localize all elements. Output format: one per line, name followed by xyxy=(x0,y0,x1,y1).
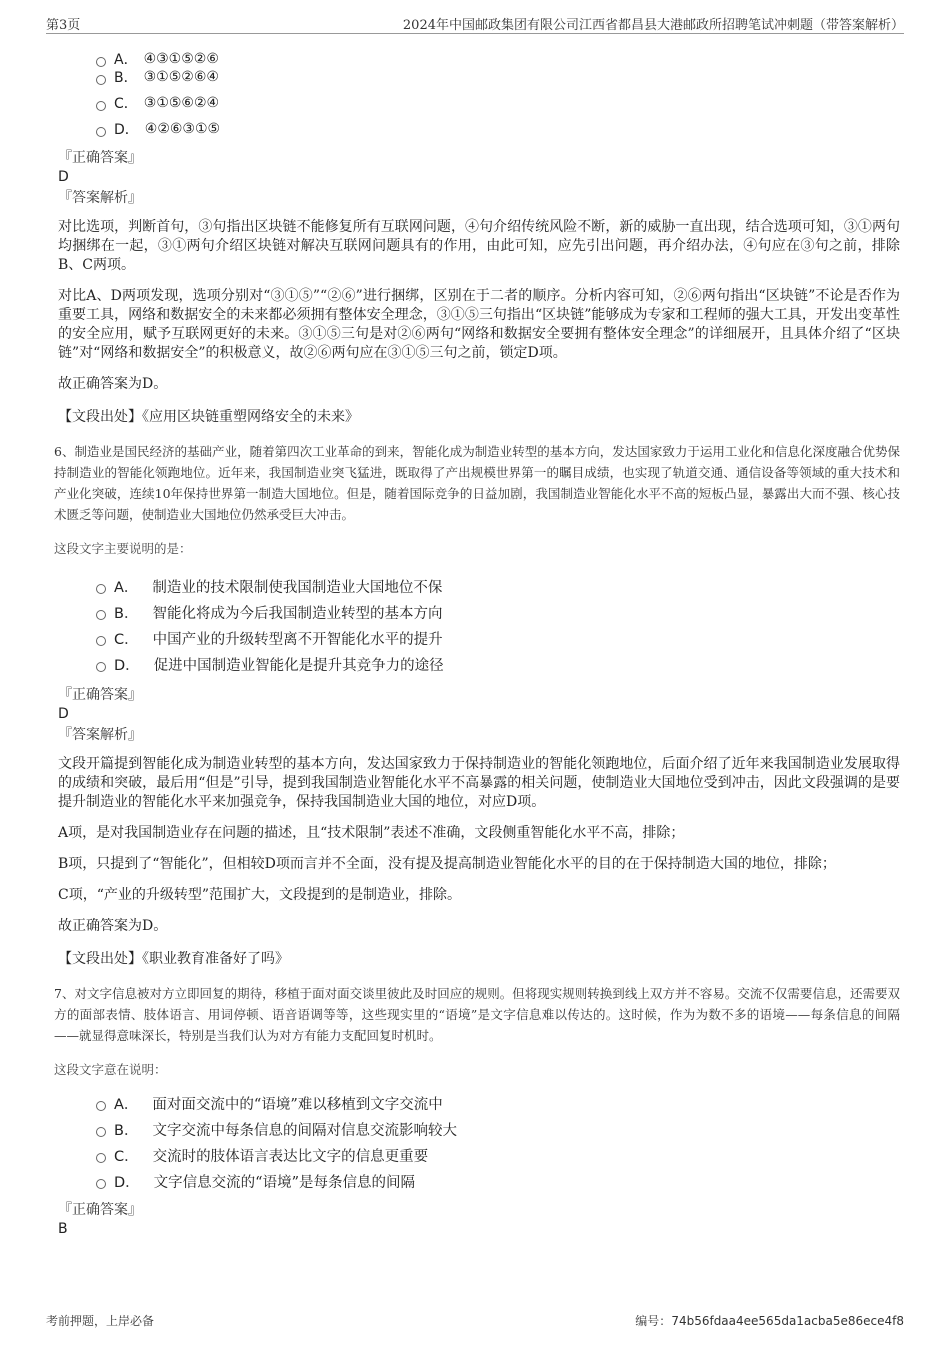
document-title: 2024年中国邮政集团有限公司江西省都昌县大港邮政所招聘笔试冲刺题（带答案解析） xyxy=(402,18,904,33)
page-number: 第3页 xyxy=(46,18,81,33)
q6-passage: 6、制造业是国民经济的基础产业，随着第四次工业革命的到来，智能化成为制造业转型的基本方向，发达国家致力于运用工业化和信息化深度融合优势保持制造业的智能化领跑地位。近年来，我国制造业突飞猛进，既取得了产出规模世界第一的瞩目成绩，也实现了轨道交通、通信设备等领域的重大技术和产业化突破，连续10年保持世界第一制造大国地位。但是，随着国际竞争的日益加剧，我国制造业智能化水平不高的短板凸显，暴露出大而不强、核心技术匮乏等问题，使制造业大国地位仍然承受巨大冲击。 xyxy=(54,444,900,522)
radio-icon[interactable] xyxy=(96,636,106,646)
q5-analysis-paragraph: 对比选项，判断首句，③句指出区块链不能修复所有互联网问题，④句介绍传统风险不断，新的威胁一直出现，结合选项可知，③①两句均捆绑在一起，③①两句介绍区块链对解决互联网问题具有的作用，由此可知，应先引出问题，再介绍办法，④句应在③句之前，排除B、C两项。 xyxy=(58,219,900,273)
q5-option-d[interactable]: D． ④②⑥③①⑤ xyxy=(96,118,900,140)
q7-option-b[interactable]: B． 文字交流中每条信息的间隔对信息交流影响较大 xyxy=(96,1116,900,1142)
q6-option-c[interactable]: C． 中国产业的升级转型离不开智能化水平的提升 xyxy=(96,625,900,651)
q5-option-c[interactable]: C． ③①⑤⑥②④ xyxy=(96,92,900,114)
q6-analysis-paragraph: C项，“产业的升级转型”范围扩大，文段提到的是制造业，排除。 xyxy=(58,887,462,903)
q6-options xyxy=(58,573,900,677)
radio-icon[interactable] xyxy=(96,584,106,594)
q7-answer: B xyxy=(58,1221,68,1237)
q5-options xyxy=(58,48,900,140)
radio-icon[interactable] xyxy=(96,1127,106,1137)
footer-code-label: 编号： xyxy=(635,1314,672,1328)
radio-icon[interactable] xyxy=(96,127,106,137)
radio-icon[interactable] xyxy=(96,1179,106,1189)
q6-answer-label: 『正确答案』 xyxy=(58,687,142,703)
radio-icon[interactable] xyxy=(96,610,106,620)
q6-prompt: 这段文字主要说明的是： xyxy=(54,541,192,556)
q6-option-d[interactable]: D． 促进中国制造业智能化是提升其竞争力的途径 xyxy=(96,651,900,677)
q7-options xyxy=(58,1090,900,1194)
q5-answer: D xyxy=(58,169,69,185)
q5-option-b[interactable]: B． ③①⑤②⑥④ xyxy=(96,66,900,88)
q5-option-a[interactable]: A． ④③①⑤②⑥ xyxy=(96,48,900,70)
q7-option-d[interactable]: D． 文字信息交流的“语境”是每条信息的间隔 xyxy=(96,1168,900,1194)
q7-option-c[interactable]: C． 交流时的肢体语言表达比文字的信息更重要 xyxy=(96,1142,900,1168)
q5-analysis-paragraph: 故正确答案为D。 xyxy=(58,376,168,392)
q7-answer-label: 『正确答案』 xyxy=(58,1202,142,1218)
q6-analysis-paragraph: A项，是对我国制造业存在问题的描述，且“技术限制”表述不准确，文段侧重智能化水平不高，排除； xyxy=(58,825,685,841)
page-content xyxy=(54,44,900,1238)
radio-icon[interactable] xyxy=(96,101,106,111)
q5-analysis-paragraph: 对比A、D两项发现，选项分别对“③①⑤”“②⑥”进行捆绑，区别在于二者的顺序。分析内容可知，②⑥两句指出“区块链”不论是否作为重要工具，网络和数据安全的未来都必须拥有整体安全理念，③①⑤三句指出“区块链”能够成为专家和工程师的强大工具，开发出变革性的安全应用，赋予互联网更好的未来。③①⑤三句是对②⑥两句“网络和数据安全要拥有整体安全理念”的详细展开，且具体介绍了“区块链”对“网络和数据安全”的积极意义，故②⑥两句应在③①⑤三句之前，锁定D项。 xyxy=(58,288,900,361)
radio-icon[interactable] xyxy=(96,75,106,85)
q6-option-a[interactable]: A． 制造业的技术限制使我国制造业大国地位不保 xyxy=(96,573,900,599)
q6-answer: D xyxy=(58,706,69,722)
footer-slogan: 考前押题，上岸必备 xyxy=(46,1314,155,1328)
q6-analysis-paragraph: 文段开篇提到智能化成为制造业转型的基本方向，发达国家致力于保持制造业的智能化领跑地位，后面介绍了近年来我国制造业发展取得的成绩和突破，最后用“但是”引导，提到我国制造业智能化水平不高暴露的相关问题，使制造业大国地位受到冲击，因此文段强调的是要提升制造业的智能化水平来加强竞争，保持我国制造业大国的地位，对应D项。 xyxy=(58,756,900,810)
footer-code xyxy=(635,1312,904,1329)
q7-passage: 7、对文字信息被对方立即回复的期待，移植于面对面交谈里彼此及时回应的规则。但将现实规则转换到线上双方并不容易。交流不仅需要信息，还需要双方的面部表情、肢体语言、用词停顿、语音语调等等，这些现实里的“语境”是文字信息难以传达的。这时候，作为为数不多的语境——每条信息的间隔——就显得意味深长，特别是当我们认为对方有能力支配回复时机时。 xyxy=(54,986,900,1043)
radio-icon[interactable] xyxy=(96,1101,106,1111)
q6-analysis-paragraph: 故正确答案为D。 xyxy=(58,918,168,934)
q6-analysis-paragraph: B项，只提到了“智能化”，但相较D项而言并不全面，没有提及提高制造业智能化水平的目的在于保持制造大国的地位，排除； xyxy=(58,856,836,872)
q7-option-a[interactable]: A． 面对面交流中的“语境”难以移植到文字交流中 xyxy=(96,1090,900,1116)
q6-option-b[interactable]: B． 智能化将成为今后我国制造业转型的基本方向 xyxy=(96,599,900,625)
q6-source: 【文段出处】《职业教育准备好了吗》 xyxy=(58,951,289,967)
q5-answer-label: 『正确答案』 xyxy=(58,150,142,166)
radio-icon[interactable] xyxy=(96,57,106,67)
radio-icon[interactable] xyxy=(96,1153,106,1163)
q5-source: 【文段出处】《应用区块链重塑网络安全的未来》 xyxy=(58,409,359,425)
radio-icon[interactable] xyxy=(96,662,106,672)
page-header xyxy=(46,12,904,34)
q6-analysis-label: 『答案解析』 xyxy=(58,727,142,743)
q5-analysis-label: 『答案解析』 xyxy=(58,190,142,206)
footer-code-value: 74b56fdaa4ee565da1acba5e86ece4f8 xyxy=(671,1314,904,1328)
q7-prompt: 这段文字意在说明： xyxy=(54,1062,167,1077)
